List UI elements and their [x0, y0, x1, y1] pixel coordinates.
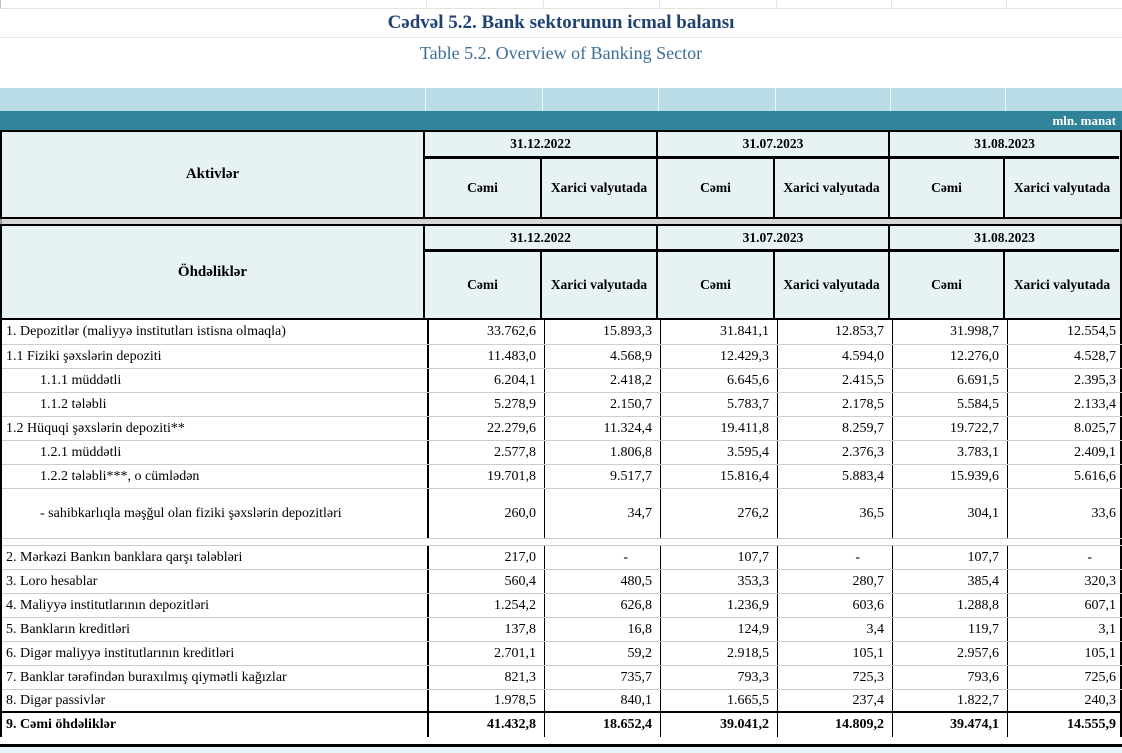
table-row [2, 344, 1122, 368]
header-date: 31.12.2022 [425, 226, 658, 252]
table-row [2, 593, 1122, 617]
cell-value: 2.415,5 [777, 369, 892, 392]
cell-value: 22.279,6 [427, 417, 544, 440]
cell-value: 31.998,7 [892, 320, 1007, 344]
header-subcol: Xarici valyutada [542, 159, 658, 217]
cell-value: 31.841,1 [660, 320, 777, 344]
cell-value: 353,3 [660, 570, 777, 593]
excel-grid-strip [0, 0, 1122, 9]
cell-value: 603,6 [777, 594, 892, 617]
cell-value: 12.853,7 [777, 320, 892, 344]
cell-value: 2.701,1 [427, 642, 544, 665]
cell-value: 4.568,9 [544, 345, 660, 368]
cell-value: 8.025,7 [1007, 417, 1122, 440]
cell-value: 793,6 [892, 666, 1007, 689]
cell-value: - [544, 546, 660, 569]
light-blue-band [0, 88, 1122, 111]
title-row [0, 9, 1122, 38]
cell-value: 19.722,7 [892, 417, 1007, 440]
row-label: 1. Depozitlər (maliyyə institutları istisna olmaqla) [6, 324, 286, 339]
cell-value: 2.395,3 [1007, 369, 1122, 392]
cell-value: 3,4 [777, 618, 892, 641]
cell-value: 14.555,9 [1007, 713, 1122, 737]
cell-value: 2.577,8 [427, 441, 544, 464]
cell-value: 107,7 [660, 546, 777, 569]
cell-value: 12.276,0 [892, 345, 1007, 368]
cell-value: 3.783,1 [892, 441, 1007, 464]
unit-band [0, 111, 1122, 130]
cell-value: 41.432,8 [427, 713, 544, 737]
header-subcol: Cəmi [658, 252, 775, 318]
cell-value: 15.939,6 [892, 465, 1007, 488]
cell-value: 19.411,8 [660, 417, 777, 440]
cell-value: 2.409,1 [1007, 441, 1122, 464]
cell-value: 6.691,5 [892, 369, 1007, 392]
cell-value: 2.178,5 [777, 393, 892, 416]
cell-value: 5.584,5 [892, 393, 1007, 416]
spacer-row [2, 538, 1122, 545]
cell-value: 2.957,6 [892, 642, 1007, 665]
cell-value: 840,1 [544, 690, 660, 711]
cell-value: - [777, 546, 892, 569]
cell-value: 5.616,6 [1007, 465, 1122, 488]
header-subcol: Cəmi [425, 159, 542, 217]
page-title: Cədvəl 5.2. Bank sektorunun icmal balansı [387, 12, 735, 33]
table-row [2, 392, 1122, 416]
row-label: 8. Digər passivlər [6, 692, 106, 708]
cell-value: 59,2 [544, 642, 660, 665]
cell-value: 12.554,5 [1007, 320, 1122, 344]
cell-value: 1.665,5 [660, 690, 777, 711]
header-date: 31.08.2023 [890, 132, 1119, 159]
table-body [0, 320, 1122, 737]
cell-value: 14.809,2 [777, 713, 892, 737]
cell-value: 2.418,2 [544, 369, 660, 392]
cell-value: 1.806,8 [544, 441, 660, 464]
cell-value: 5.783,7 [660, 393, 777, 416]
header-date: 31.08.2023 [890, 226, 1119, 252]
header-subcol: Xarici valyutada [1013, 179, 1111, 195]
cell-value: 821,3 [427, 666, 544, 689]
cell-value: 1.822,7 [892, 690, 1007, 711]
cell-value: 11.483,0 [427, 345, 544, 368]
cell-value: 3,1 [1007, 618, 1122, 641]
header-date: 31.07.2023 [658, 132, 890, 159]
cell-value: 137,8 [427, 618, 544, 641]
table-row [2, 488, 1122, 538]
cell-value: 6.204,1 [427, 369, 544, 392]
cell-value: - [1007, 546, 1122, 569]
cell-value: 39.474,1 [892, 713, 1007, 737]
liabilities-header-block [0, 224, 1122, 320]
cell-value: 5.278,9 [427, 393, 544, 416]
cell-value: 4.594,0 [777, 345, 892, 368]
row-label: 1.1 Fiziki şəxslərin depoziti [6, 348, 162, 364]
row-label: 1.1.2 tələbli [40, 396, 107, 412]
table-row [2, 617, 1122, 641]
cell-value: 217,0 [427, 546, 544, 569]
section-title: Aktivlər [2, 132, 425, 217]
table-row [2, 440, 1122, 464]
cell-value: 1.288,8 [892, 594, 1007, 617]
cell-value: 2.133,4 [1007, 393, 1122, 416]
cell-value: 320,3 [1007, 570, 1122, 593]
cell-value: 105,1 [1007, 642, 1122, 665]
cell-value: 1.978,5 [427, 690, 544, 711]
cell-value: 1.236,9 [660, 594, 777, 617]
table-row [2, 368, 1122, 392]
cell-value: 33,6 [1007, 489, 1122, 538]
cell-value: 8.259,7 [777, 417, 892, 440]
cell-value: 15.893,3 [544, 320, 660, 344]
cell-value: 9.517,7 [544, 465, 660, 488]
header-subcol: Cəmi [658, 159, 775, 217]
assets-header-block [0, 130, 1122, 219]
cell-value: 276,2 [660, 489, 777, 538]
bottom-strip [0, 744, 1122, 753]
cell-value: 16,8 [544, 618, 660, 641]
row-label: - sahibkarlıqla məşğul olan fiziki şəxslərin depozitləri [40, 505, 342, 521]
cell-value: 33.762,6 [427, 320, 544, 344]
cell-value: 2.150,7 [544, 393, 660, 416]
table-row [2, 665, 1122, 689]
cell-value: 260,0 [427, 489, 544, 538]
header-subcol: Xarici valyutada [775, 252, 890, 318]
row-label: 2. Mərkəzi Bankın banklara qarşı tələbləri [6, 549, 243, 565]
cell-value: 124,9 [660, 618, 777, 641]
table-row [2, 545, 1122, 569]
cell-value: 12.429,3 [660, 345, 777, 368]
row-label: 6. Digər maliyyə institutlarının kreditləri [6, 645, 235, 661]
cell-value: 725,3 [777, 666, 892, 689]
subtitle-row [0, 38, 1122, 68]
cell-value: 36,5 [777, 489, 892, 538]
table-row [2, 416, 1122, 440]
cell-value: 1.254,2 [427, 594, 544, 617]
cell-value: 5.883,4 [777, 465, 892, 488]
table-row [2, 689, 1122, 711]
cell-value: 11.324,4 [544, 417, 660, 440]
cell-value: 18.652,4 [544, 713, 660, 737]
cell-value: 3.595,4 [660, 441, 777, 464]
cell-value: 240,3 [1007, 690, 1122, 711]
header-subcol: Xarici valyutada [1013, 276, 1111, 292]
cell-value: 2.376,3 [777, 441, 892, 464]
row-label: 1.2.2 tələbli***, o cümlədən [40, 468, 200, 484]
cell-value: 6.645,6 [660, 369, 777, 392]
header-subcol: Cəmi [890, 159, 1005, 217]
cell-value: 34,7 [544, 489, 660, 538]
cell-value: 237,4 [777, 690, 892, 711]
cell-value: 560,4 [427, 570, 544, 593]
header-date: 31.12.2022 [425, 132, 658, 159]
cell-value: 15.816,4 [660, 465, 777, 488]
row-label: 9. Cəmi öhdəliklər [6, 717, 117, 732]
cell-value: 107,7 [892, 546, 1007, 569]
header-subcol: Xarici valyutada [542, 252, 658, 318]
unit-label: mln. manat [1052, 112, 1116, 128]
cell-value: 385,4 [892, 570, 1007, 593]
table-row [2, 464, 1122, 488]
cell-value: 119,7 [892, 618, 1007, 641]
header-date: 31.07.2023 [658, 226, 890, 252]
cell-value: 480,5 [544, 570, 660, 593]
row-label: 7. Banklar tərəfindən buraxılmış qiymətli kağızlar [6, 669, 287, 685]
table-row [2, 320, 1122, 344]
cell-value: 793,3 [660, 666, 777, 689]
cell-value: 607,1 [1007, 594, 1122, 617]
header-subcol: Xarici valyutada [775, 159, 890, 217]
row-label: 1.2.1 müddətli [40, 444, 122, 460]
section-title: Öhdəliklər [2, 226, 425, 318]
header-subcol: Cəmi [890, 252, 1005, 318]
cell-value: 725,6 [1007, 666, 1122, 689]
cell-value: 39.041,2 [660, 713, 777, 737]
cell-value: 280,7 [777, 570, 892, 593]
cell-value: 2.918,5 [660, 642, 777, 665]
cell-value: 304,1 [892, 489, 1007, 538]
balance-table [0, 130, 1122, 737]
table-row [2, 711, 1122, 737]
cell-value: 19.701,8 [427, 465, 544, 488]
cell-value: 735,7 [544, 666, 660, 689]
header-subcol: Cəmi [425, 252, 542, 318]
row-label: 3. Loro hesablar [6, 573, 98, 589]
page-subtitle: Table 5.2. Overview of Banking Sector [419, 42, 703, 63]
cell-value: 105,1 [777, 642, 892, 665]
row-label: 1.2 Hüquqi şəxslərin depoziti** [6, 420, 185, 436]
cell-value: 4.528,7 [1007, 345, 1122, 368]
row-label: 4. Maliyyə institutlarının depozitləri [6, 597, 209, 613]
cell-value: 626,8 [544, 594, 660, 617]
row-label: 5. Bankların kreditləri [6, 621, 131, 637]
table-row [2, 569, 1122, 593]
row-label: 1.1.1 müddətli [40, 372, 122, 388]
table-row [2, 641, 1122, 665]
